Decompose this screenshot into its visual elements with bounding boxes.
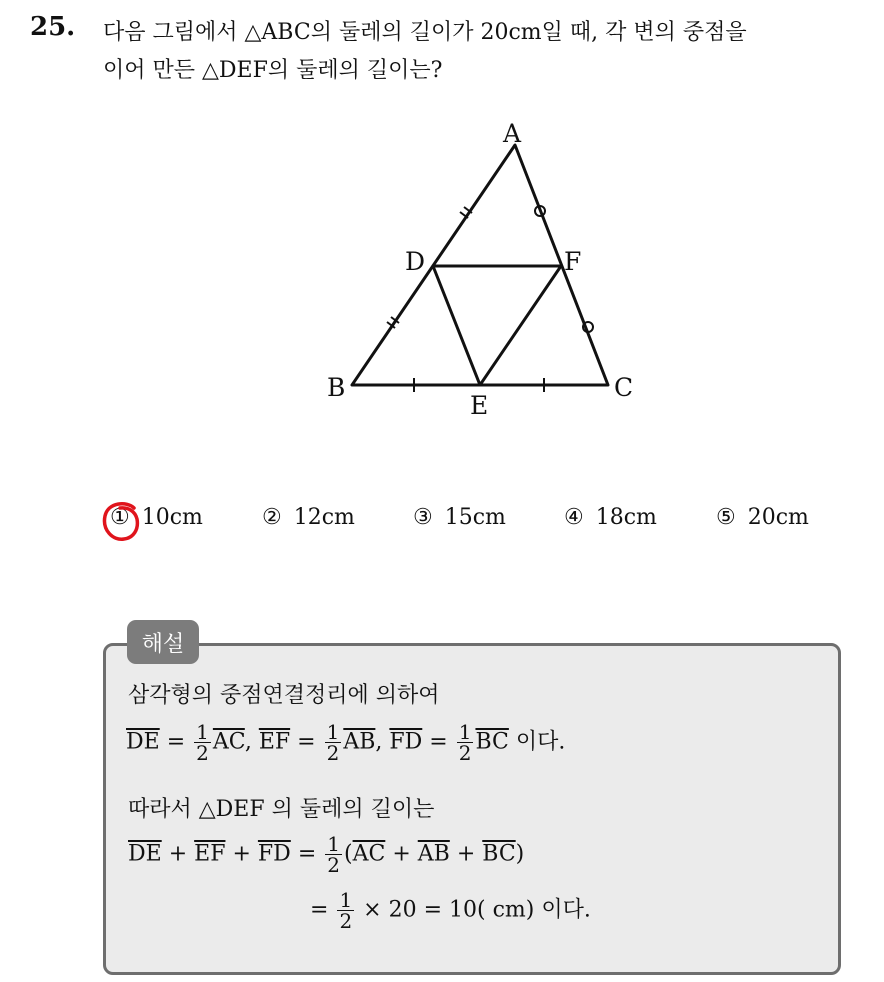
choice-marker: ④ [564, 505, 584, 530]
label-e: E [470, 391, 489, 420]
fraction-half [325, 722, 342, 763]
fraction-denominator: 2 [326, 741, 340, 765]
fraction-half [337, 890, 354, 931]
fraction-numerator: 1 [458, 720, 472, 744]
fraction-numerator: 1 [327, 832, 340, 856]
label-f: F [564, 247, 582, 276]
fraction-denominator: 2 [196, 741, 209, 765]
choice-value: 10cm [141, 505, 203, 530]
equals: = [297, 841, 317, 867]
segment-de: $\overline{DE}$ [126, 729, 160, 755]
choice-value: 18cm [595, 505, 657, 530]
solution-line4 [128, 834, 524, 875]
segment-ef: $\overline{EF}$ [258, 729, 291, 755]
segment-ef: $\overline{EF}$ [194, 841, 226, 867]
question-text-line1: 다음 그림에서 △ABC의 둘레의 길이가 20cm일 때, 각 변의 중점을 [103, 20, 747, 45]
close-paren: ) [515, 841, 525, 867]
choice-marker: ② [262, 505, 282, 530]
comma: , [375, 729, 383, 755]
choice-marker: ① [110, 505, 130, 530]
fraction-half [325, 834, 342, 875]
label-d: D [405, 247, 426, 276]
label-b: B [327, 373, 346, 402]
choice-4[interactable] [564, 505, 657, 530]
selected-answer-circle-icon [100, 499, 144, 547]
choice-5[interactable] [716, 505, 809, 530]
fraction-denominator: 2 [458, 741, 472, 765]
fraction-numerator: 1 [339, 888, 353, 912]
choice-value: 15cm [444, 505, 506, 530]
segment-fd: $\overline{FD}$ [389, 729, 423, 755]
plus: + [456, 841, 476, 867]
choice-value: 20cm [747, 505, 809, 530]
plus: + [168, 841, 188, 867]
segment-ab: $\overline{AB}$ [343, 729, 376, 755]
segment-ac: $\overline{AC}$ [352, 841, 386, 867]
result-value: 10( cm) [449, 897, 535, 923]
line-ending: 이다. [515, 729, 566, 755]
fraction-numerator: 1 [326, 720, 340, 744]
solution-line3: 따라서 △DEF 의 둘레의 길이는 [128, 797, 435, 822]
fraction-denominator: 2 [339, 909, 353, 933]
triangle-figure [0, 0, 884, 440]
choice-marker: ⑤ [716, 505, 736, 530]
solution-line5 [310, 890, 591, 931]
question-text-line2: 이어 만든 △DEF의 둘레의 길이는? [103, 58, 443, 83]
solution-line2 [126, 722, 565, 763]
label-a: A [503, 119, 522, 148]
choice-3[interactable] [413, 505, 506, 530]
segment-de: $\overline{DE}$ [128, 841, 162, 867]
fraction-denominator: 2 [327, 853, 340, 877]
line-ending: 이다. [541, 897, 591, 923]
fraction-half [457, 722, 474, 763]
question-number: 25. [30, 12, 76, 42]
segment-ac: $\overline{AC}$ [212, 729, 245, 755]
fraction-half [194, 722, 211, 763]
label-c: C [614, 373, 634, 402]
segment-bc: $\overline{BC}$ [482, 841, 516, 867]
choice-value: 12cm [293, 505, 355, 530]
times-twenty: × 20 = [363, 897, 443, 923]
equals: = [310, 897, 329, 923]
triangle-def [433, 266, 561, 385]
choice-2[interactable] [262, 505, 355, 530]
segment-fd: $\overline{FD}$ [257, 841, 291, 867]
fraction-numerator: 1 [196, 720, 209, 744]
segment-ab: $\overline{AB}$ [417, 841, 450, 867]
choice-marker: ③ [413, 505, 433, 530]
equals: = [166, 729, 186, 755]
segment-bc: $\overline{BC}$ [475, 729, 509, 755]
solution-tag: 해설 [127, 620, 199, 664]
plus: + [392, 841, 411, 867]
equals: = [429, 729, 448, 755]
comma: , [244, 729, 252, 755]
equals: = [297, 729, 316, 755]
plus: + [232, 841, 251, 867]
solution-line1: 삼각형의 중점연결정리에 의하여 [128, 683, 440, 708]
open-paren: ( [343, 841, 353, 867]
